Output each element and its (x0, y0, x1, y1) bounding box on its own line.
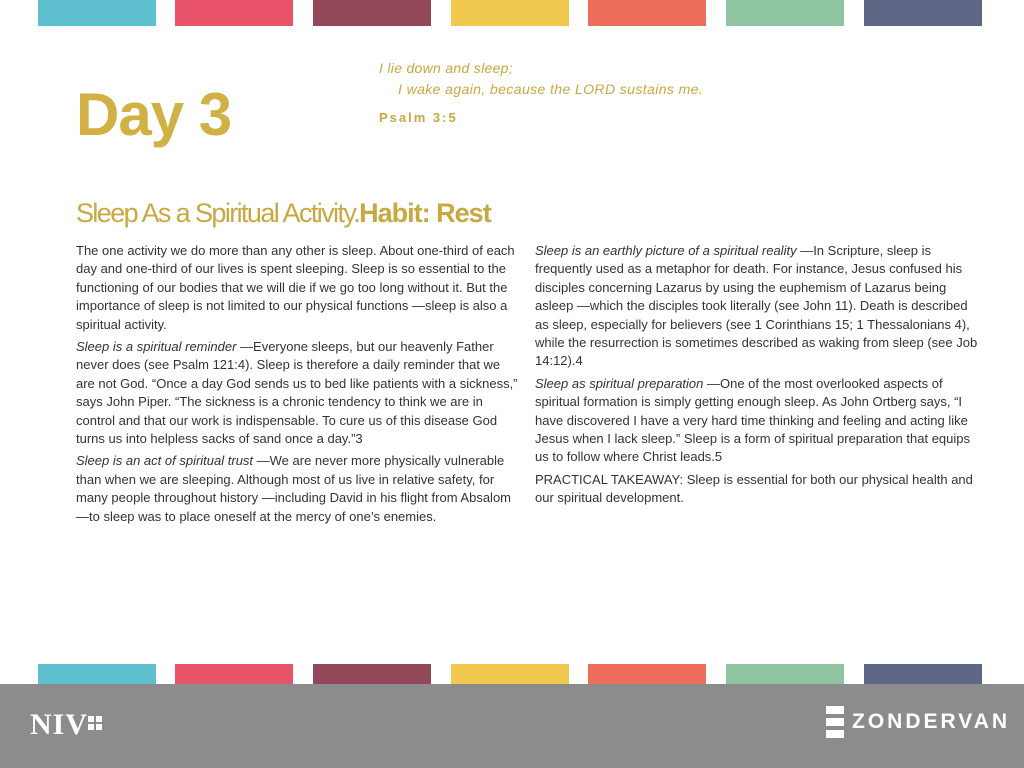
stripe (175, 0, 293, 26)
left-column (76, 242, 518, 530)
bottom-color-stripes (38, 664, 982, 684)
niv-cross-icon (88, 716, 102, 730)
stripe (726, 0, 844, 26)
stripe (451, 664, 569, 684)
stripe (175, 664, 293, 684)
day-title: Day 3 (76, 81, 232, 148)
zondervan-mark-icon (826, 706, 844, 738)
reminder-label: Sleep is a spiritual reminder (76, 339, 237, 355)
footer-bar (0, 684, 1024, 768)
trust-paragraph (76, 452, 518, 526)
section-heading (76, 198, 491, 229)
verse-reference: Psalm 3:5 (379, 110, 458, 125)
trust-text: —We are never more physically vulnerable than when we are sleeping. Although most of us live in relative safety, for many people throughout history —including David in his flight from Absalom —to sleep was to place oneself at the mercy of one’s enemies. (76, 453, 512, 524)
stripe (313, 0, 431, 26)
verse-line-2: I wake again, because the LORD sustains me. (398, 81, 704, 97)
preparation-text: —One of the most overlooked aspects of spiritual formation is simply getting enough sleep. As John Ortberg says, “I have discovered I have a very hard time thinking and feeling and acting like Jesus when I lack sleep.” Sleep is a form of spiritual preparation that equips us to follow where Christ leads.5 (535, 375, 971, 465)
takeaway-paragraph: PRACTICAL TAKEAWAY: Sleep is essential for both our physical health and our spiritual development. (535, 471, 973, 506)
stripe (38, 664, 156, 684)
top-color-stripes (38, 0, 982, 26)
stripe (864, 0, 982, 26)
stripe (726, 664, 844, 684)
stripe (588, 664, 706, 684)
picture-paragraph (535, 242, 980, 371)
reminder-text: —Everyone sleeps, but our heavenly Father never does (see Psalm 121:4). Sleep is therefore a daily reminder that we are not God. “Once a day God sends us to bed like patients with a sickness,” says John Piper. “The sickness is a chronic tendency to think we are in control and that our work is indispensable. To cure us of this disease God turns us into helpless sacks of sand once a day.”3 (76, 339, 518, 447)
stripe (864, 664, 982, 684)
stripe (38, 0, 156, 26)
heading-title: Sleep As a Spiritual Activity. (76, 198, 360, 228)
stripe (588, 0, 706, 26)
reminder-paragraph (76, 338, 518, 448)
stripe (313, 664, 431, 684)
verse-line-1: I lie down and sleep; (379, 60, 513, 76)
heading-habit: Habit: Rest (359, 198, 491, 228)
right-column (535, 242, 980, 512)
picture-text: —In Scripture, sleep is frequently used as a metaphor for death. For instance, Jesus confused his disciples concerning Lazarus by using the euphemism of Lazarus being asleep —which the disciples took literally (see John 11). Death is described as sleep, especially for believers (see 1 Corinthians 15; 1 Thessalonians 4), while the resurrection is sometimes described as waking from sleep (see Job 14:12).4 (535, 243, 978, 369)
zondervan-logo: ZONDERVAN (852, 710, 1011, 733)
picture-label: Sleep is an earthly picture of a spiritual reality (535, 243, 797, 258)
scripture-verse (379, 60, 703, 125)
preparation-paragraph (535, 375, 980, 467)
intro-paragraph: The one activity we do more than any other is sleep. About one-third of each day and one-third of our lives is spent sleeping. Sleep is so essential to the functioning of our bodies that we will die if we go too long without it. But the importance of sleep is not limited to our physical functions —sleep is also a spiritual activity. (76, 243, 515, 332)
stripe (451, 0, 569, 26)
preparation-label: Sleep as spiritual preparation (535, 375, 704, 391)
trust-label: Sleep is an act of spiritual trust (76, 453, 254, 469)
niv-logo: NIV (30, 708, 89, 741)
